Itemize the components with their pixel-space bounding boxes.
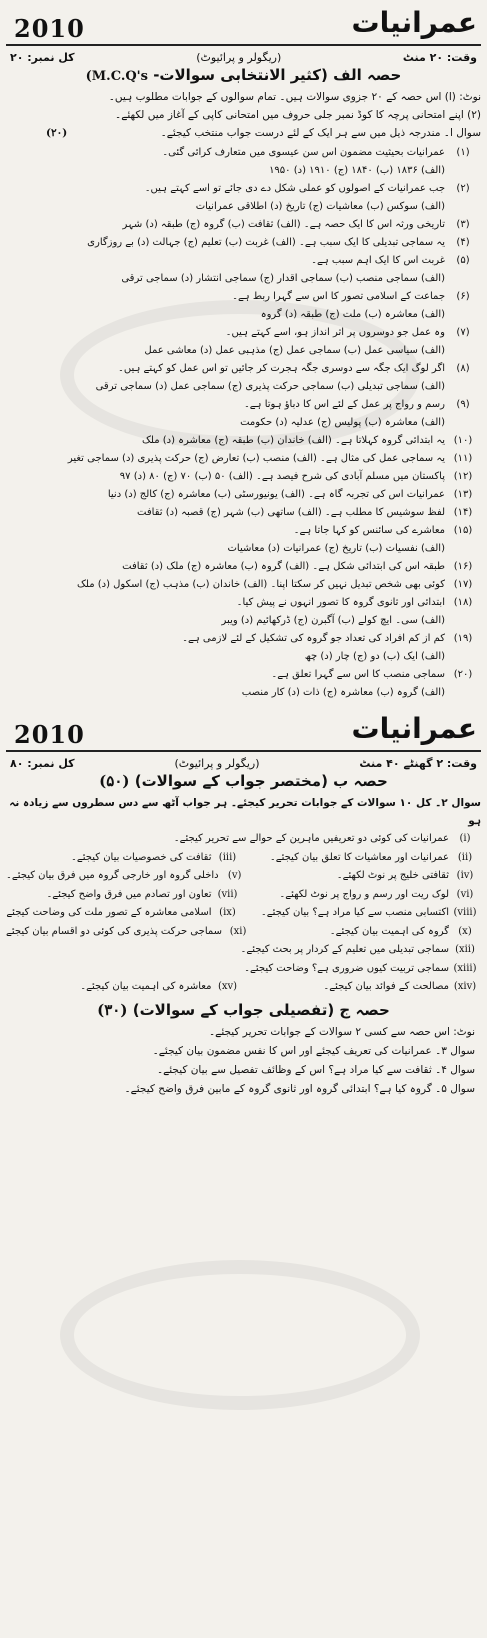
short-question [6, 960, 481, 979]
question-number: (۱۶) [453, 561, 473, 572]
mcq-question [6, 468, 481, 486]
part-a-header [6, 4, 481, 48]
short-question-text: گروہ کی اہمیت بیان کیجئے۔ [329, 925, 449, 937]
question-text: ابتدائی اور ثانوی گروہ کا تصور انہوں نے پیش کیا۔ [236, 597, 445, 608]
mcq-question [6, 450, 481, 468]
short-question [6, 941, 481, 960]
question-number [445, 540, 481, 558]
section-c-marks: (۳۰) [97, 1000, 128, 1019]
long-question: سوال ۳۔ عمرانیات کی تعریف کیجئے اور اس کا نفس مضمون بیان کیجئے۔ [152, 1044, 475, 1057]
question-number: (۳) [456, 219, 470, 230]
short-question-list [6, 830, 481, 997]
question-text: (الف) سی۔ ایچ کولے (ب) آگبرن (ج) ڈرکھائیم (د) ویبر [221, 615, 445, 626]
part-b-meta [6, 754, 481, 772]
roman-number: (v) [227, 870, 242, 881]
short-question-row [6, 830, 481, 849]
short-question-text: اکتسابی منصب سے کیا مراد ہے؟ بیان کیجئے۔ [260, 907, 449, 918]
short-question-row [6, 923, 481, 942]
short-question-text: عمرانیات اور معاشیات کا تعلق بیان کیجئے۔ [269, 851, 449, 863]
short-question-row [6, 978, 481, 997]
short-question-row [6, 904, 481, 923]
question-text: (الف) سماجی تبدیلی (ب) سماجی حرکت پذیری (ج) سماجی عمل (د) سماجی ترقی [95, 381, 445, 392]
mcq-options [6, 540, 481, 558]
question-text: یہ ابتدائی گروہ کہلاتا ہے۔ (الف) خاندان (ب) طبقہ (ج) معاشرہ (د) ملک [141, 435, 445, 446]
mcq-options [6, 342, 481, 360]
section-b-title [6, 772, 481, 794]
question-number: (۱۵) [453, 525, 473, 536]
mcq-question [6, 504, 481, 522]
question-text: کوئی بھی شخص تبدیل نہیں کر سکتا اپنا۔ (الف) خاندان (ب) مذہب (ج) اسکول (د) ملک [76, 579, 445, 590]
instruction-text: سوال ا۔ مندرجہ ذیل میں سے ہر ایک کے لئے درست جواب منتخب کیجئے۔ [160, 127, 481, 139]
short-question-text: معاشرہ کی اہمیت بیان کیجئے۔ [80, 981, 212, 992]
question-text: (الف) گروہ (ب) معاشرہ (ج) ذات (د) کار منصب [241, 687, 445, 698]
total-marks: کل نمبر: ۲۰ [10, 50, 75, 64]
question-text: (الف) سیاسی عمل (ب) سماجی عمل (ج) مذہبی عمل (د) معاشی عمل [144, 345, 445, 356]
question-1-instruction [6, 124, 481, 142]
question-2-instruction: سوال ۲۔ کل ۱۰ سوالات کے جوابات تحریر کیجئے۔ ہر جواب آٹھ سے دس سطروں سے زیادہ نہ ہو [9, 797, 481, 827]
question-number: (۷) [456, 327, 470, 338]
mcq-question [6, 522, 481, 540]
mcq-question [6, 558, 481, 576]
question-text: (الف) ۱۸۳۶ (ب) ۱۸۴۰ (ج) ۱۹۱۰ (د) ۱۹۵۰ [269, 165, 445, 176]
question-number: (۲) [456, 183, 470, 194]
short-question-text: ثقافتی خلیج پر نوٹ لکھئے۔ [336, 870, 449, 881]
short-question-text: سماجی حرکت پذیری کی کوئی دو اقسام بیان کیجئے [6, 925, 223, 937]
question-text: (الف) نفسیات (ب) تاریخ (ج) عمرانیات (د) معاشیات [227, 543, 445, 554]
roman-number: (xiii) [453, 962, 477, 974]
mcq-question [6, 576, 481, 594]
question-text: (الف) سماجی منصب (ب) سماجی اقدار (ج) سماجی انتشار (د) سماجی ترقی [121, 273, 445, 284]
question-number [445, 378, 481, 396]
exam-type: (ریگولر و پرائیوٹ) [174, 756, 260, 770]
exam-type: (ریگولر و پرائیوٹ) [196, 50, 282, 64]
roman-number: (xi) [229, 925, 247, 937]
question-number: (۹) [456, 399, 470, 410]
mcq-question [6, 630, 481, 648]
roman-number: (ii) [457, 851, 473, 863]
section-c-note: نوٹ: اس حصہ سے کسی ۲ سوالات کے جوابات تحریر کیجئے۔ [209, 1025, 475, 1038]
question-number [445, 162, 481, 180]
short-question [6, 830, 481, 849]
short-question-row [6, 849, 481, 868]
question-number [445, 684, 481, 702]
time: وقت: ۲۰ منٹ [402, 50, 477, 64]
section-c-title [6, 1001, 481, 1023]
short-question-text: داخلی گروہ اور خارجی گروہ میں فرق بیان کیجئے۔ [6, 870, 219, 881]
question-number: (۱) [456, 147, 470, 158]
question-number: (۱۳) [453, 489, 473, 500]
short-question [254, 923, 481, 942]
mcq-question [6, 324, 481, 342]
question-text: غربت اس کا ایک اہم سبب ہے۔ [311, 255, 445, 266]
mcq-question [6, 234, 481, 252]
question-text: (الف) سوکس (ب) معاشیات (ج) تاریخ (د) اطلاقی عمرانیات [195, 201, 445, 212]
question-text: (الف) معاشرہ (ب) ملت (ج) طبقہ (د) گروہ [260, 309, 445, 320]
question-number [445, 414, 481, 432]
short-question [6, 886, 244, 905]
question-number [445, 612, 481, 630]
question-text: سماجی منصب کا اس سے گہرا تعلق ہے۔ [271, 669, 445, 680]
short-question-row [6, 960, 481, 979]
long-question-list [6, 1023, 481, 1099]
short-question [6, 904, 244, 923]
question-text: یہ سماجی تبدیلی کا ایک سبب ہے۔ (الف) غربت (ب) تعلیم (ج) جہالت (د) بے روزگاری [87, 237, 445, 248]
question-number: (۵) [456, 255, 470, 266]
roman-number: (iii) [218, 851, 237, 863]
question-number: (۲۰) [453, 669, 473, 680]
year: 2010 [14, 14, 85, 43]
mcq-question [6, 144, 481, 162]
question-text: وہ عمل جو دوسروں پر اثر انداز ہو، اسے کہتے ہیں۔ [225, 327, 445, 338]
short-question-text: لوک ریت اور رسم و رواج پر نوٹ لکھئے۔ [279, 888, 449, 900]
total-marks: کل نمبر: ۸۰ [10, 756, 75, 770]
mcq-options [6, 378, 481, 396]
question-text: (الف) معاشرہ (ب) پولیس (ج) عدلیہ (د) حکومت [240, 417, 445, 428]
mcq-question [6, 396, 481, 414]
roman-number: (iv) [456, 870, 474, 881]
year: 2010 [14, 720, 85, 749]
watermark [60, 1260, 420, 1410]
mcq-options [6, 414, 481, 432]
mcq-question [6, 252, 481, 270]
short-question [6, 923, 254, 942]
question-number: (۱۴) [453, 507, 473, 518]
question-number: (۸) [456, 363, 470, 374]
roman-number: (i) [459, 833, 471, 844]
subject-title: عمرانیات [351, 6, 477, 39]
short-question-row [6, 941, 481, 960]
short-question-text: سماجی تربیت کیوں ضروری ہے؟ وضاحت کیجئے۔ [244, 962, 449, 974]
short-question [251, 867, 481, 886]
question-text: لفظ سوشیس کا مطلب ہے۔ (الف) ساتھی (ب) شہر (ج) قصبہ (د) ثقافت [137, 507, 445, 518]
mcq-question [6, 432, 481, 450]
section-b-label: حصہ ب (مختصر جواب کے سوالات) [134, 772, 388, 790]
short-question [6, 978, 244, 997]
question-text: جب عمرانیات کے اصولوں کو عملی شکل دے دی جائے تو اسے کہتے ہیں۔ [144, 183, 445, 194]
mcq-question [6, 486, 481, 504]
mcq-list [6, 144, 481, 702]
mcq-options [6, 612, 481, 630]
question-number: (۱۹) [453, 633, 473, 644]
note-2: (۲) اپنے امتحانی پرچہ کا کوڈ نمبر جلی حروف میں امتحانی کاپی کے آغاز میں لکھئے۔ [115, 109, 481, 121]
short-question-text: سماجی تبدیلی میں تعلیم کے کردار پر بحث کیجئے۔ [240, 944, 449, 955]
mcq-question [6, 594, 481, 612]
part-b-header [6, 710, 481, 754]
question-number [445, 270, 481, 288]
question-text: عمرانیات اس کی تجربہ گاہ ہے۔ (الف) یونیورسٹی (ب) معاشرہ (ج) کالج (د) دنیا [107, 489, 445, 500]
mcq-question [6, 288, 481, 306]
note-1: نوٹ: (ا) اس حصہ کے ۲۰ جزوی سوالات ہیں۔ تمام سوالوں کے جوابات مطلوب ہیں۔ [108, 91, 481, 103]
mcq-question [6, 180, 481, 198]
short-question-row [6, 886, 481, 905]
roman-number: (x) [458, 925, 472, 937]
short-question [244, 904, 482, 923]
roman-number: (xv) [217, 981, 238, 992]
short-question-text: تعاون اور تصادم میں فرق واضح کیجئے۔ [46, 888, 212, 900]
long-question: سوال ۴۔ ثقافت سے کیا مراد ہے؟ اس کے وظائف تفصیل سے بیان کیجئے۔ [156, 1063, 475, 1076]
question-text: طبقہ اس کی ابتدائی شکل ہے۔ (الف) گروہ (ب) معاشرہ (ج) ملک (د) ثقافت [122, 561, 445, 572]
question-number: (۱۰) [453, 435, 473, 446]
time: وقت: ۲ گھنٹے ۴۰ منٹ [359, 756, 477, 770]
question-text: کم از کم افراد کی تعداد جو گروہ کی تشکیل کے لئے لازمی ہے۔ [182, 633, 445, 644]
short-question-text: عمرانیات کی کوئی دو تعریفیں ماہرین کے حوالے سے تحریر کیجئے۔ [173, 833, 449, 844]
question-text: پاکستان میں مسلم آبادی کی شرح فیصد ہے۔ (الف) ۵۰ (ب) ۷۰ (ج) ۸۰ (د) ۹۷ [119, 471, 445, 482]
mcq-options [6, 306, 481, 324]
short-question-text: اسلامی معاشرہ کے تصور ملت کی وضاحت کیجئے [6, 907, 212, 918]
short-question [6, 849, 244, 868]
short-question [244, 886, 482, 905]
mcq-question [6, 666, 481, 684]
roman-number: (xiv) [453, 981, 477, 992]
question-number: (۱۷) [453, 579, 473, 590]
long-question: سوال ۵۔ گروہ کیا ہے؟ ابتدائی گروہ اور ثانوی گروہ کے مابین فرق واضح کیجئے۔ [124, 1082, 475, 1095]
part-a-meta [6, 48, 481, 66]
question-number: (۴) [456, 237, 470, 248]
question-number: (۱۸) [453, 597, 473, 608]
mcq-question [6, 360, 481, 378]
question-number [445, 648, 481, 666]
section-a-title [6, 66, 481, 88]
mcq-question [6, 216, 481, 234]
question-number [445, 198, 481, 216]
short-question-row [6, 867, 481, 886]
question-number: (۱۲) [453, 471, 473, 482]
short-question [6, 867, 251, 886]
mcq-options [6, 198, 481, 216]
question-text: اگر لوگ ایک جگہ سے دوسری جگہ ہجرت کر جائیں تو اس عمل کو کہتے ہیں۔ [118, 363, 445, 374]
section-b-marks: (۵۰) [99, 772, 130, 790]
question-text: (الف) ایک (ب) دو (ج) چار (د) چھ [304, 651, 445, 662]
question-number: (۶) [456, 291, 470, 302]
mcq-options [6, 684, 481, 702]
subject-title: عمرانیات [351, 712, 477, 745]
mcq-tag: M.C.Q's) [85, 69, 148, 84]
question-text: رسم و رواج پر عمل کے لئے اس کا دباؤ ہوتا ہے۔ [243, 399, 445, 410]
roman-number: (viii) [453, 907, 477, 918]
question-number [445, 342, 481, 360]
question-text: یہ سماجی عمل کی مثال ہے۔ (الف) منصب (ب) تعارض (ج) حرکت پذیری (د) سماجی تغیر [67, 453, 445, 464]
roman-number: (xii) [455, 944, 475, 955]
divider [6, 750, 481, 752]
short-question-text: ثقافت کی خصوصیات بیان کیجئے۔ [71, 851, 212, 863]
mcq-options [6, 162, 481, 180]
mcq-options [6, 648, 481, 666]
mcq-options [6, 270, 481, 288]
section-c-label: حصہ ج (تفصیلی جواب کے سوالات) [132, 1000, 390, 1019]
section-a-label: حصہ الف (کثیر الانتخابی سوالات- [153, 66, 402, 84]
question-number [445, 306, 481, 324]
divider [6, 44, 481, 46]
question-text: جماعت کے اسلامی تصور کا اس سے گہرا ربط ہے۔ [232, 291, 445, 302]
section-a-marks: (۲۰) [46, 127, 68, 139]
question-text: معاشرے کی سائنس کو کہا جاتا ہے۔ [293, 525, 445, 536]
question-text: تاریخی ورثہ اس کا ایک حصہ ہے۔ (الف) ثقافت (ب) گروہ (ج) طبقہ (د) شہر [122, 219, 445, 230]
roman-number: (vii) [217, 888, 238, 900]
short-question [244, 978, 482, 997]
question-number: (۱۱) [453, 453, 473, 464]
roman-number: (ix) [219, 907, 236, 918]
roman-number: (vi) [456, 888, 474, 900]
question-text: عمرانیات بحیثیت مضمون اس سن عیسوی میں متعارف کرائی گئی۔ [162, 147, 445, 158]
short-question [244, 849, 482, 868]
short-question-text: مصالحت کے فوائد بیان کیجئے۔ [323, 981, 449, 992]
